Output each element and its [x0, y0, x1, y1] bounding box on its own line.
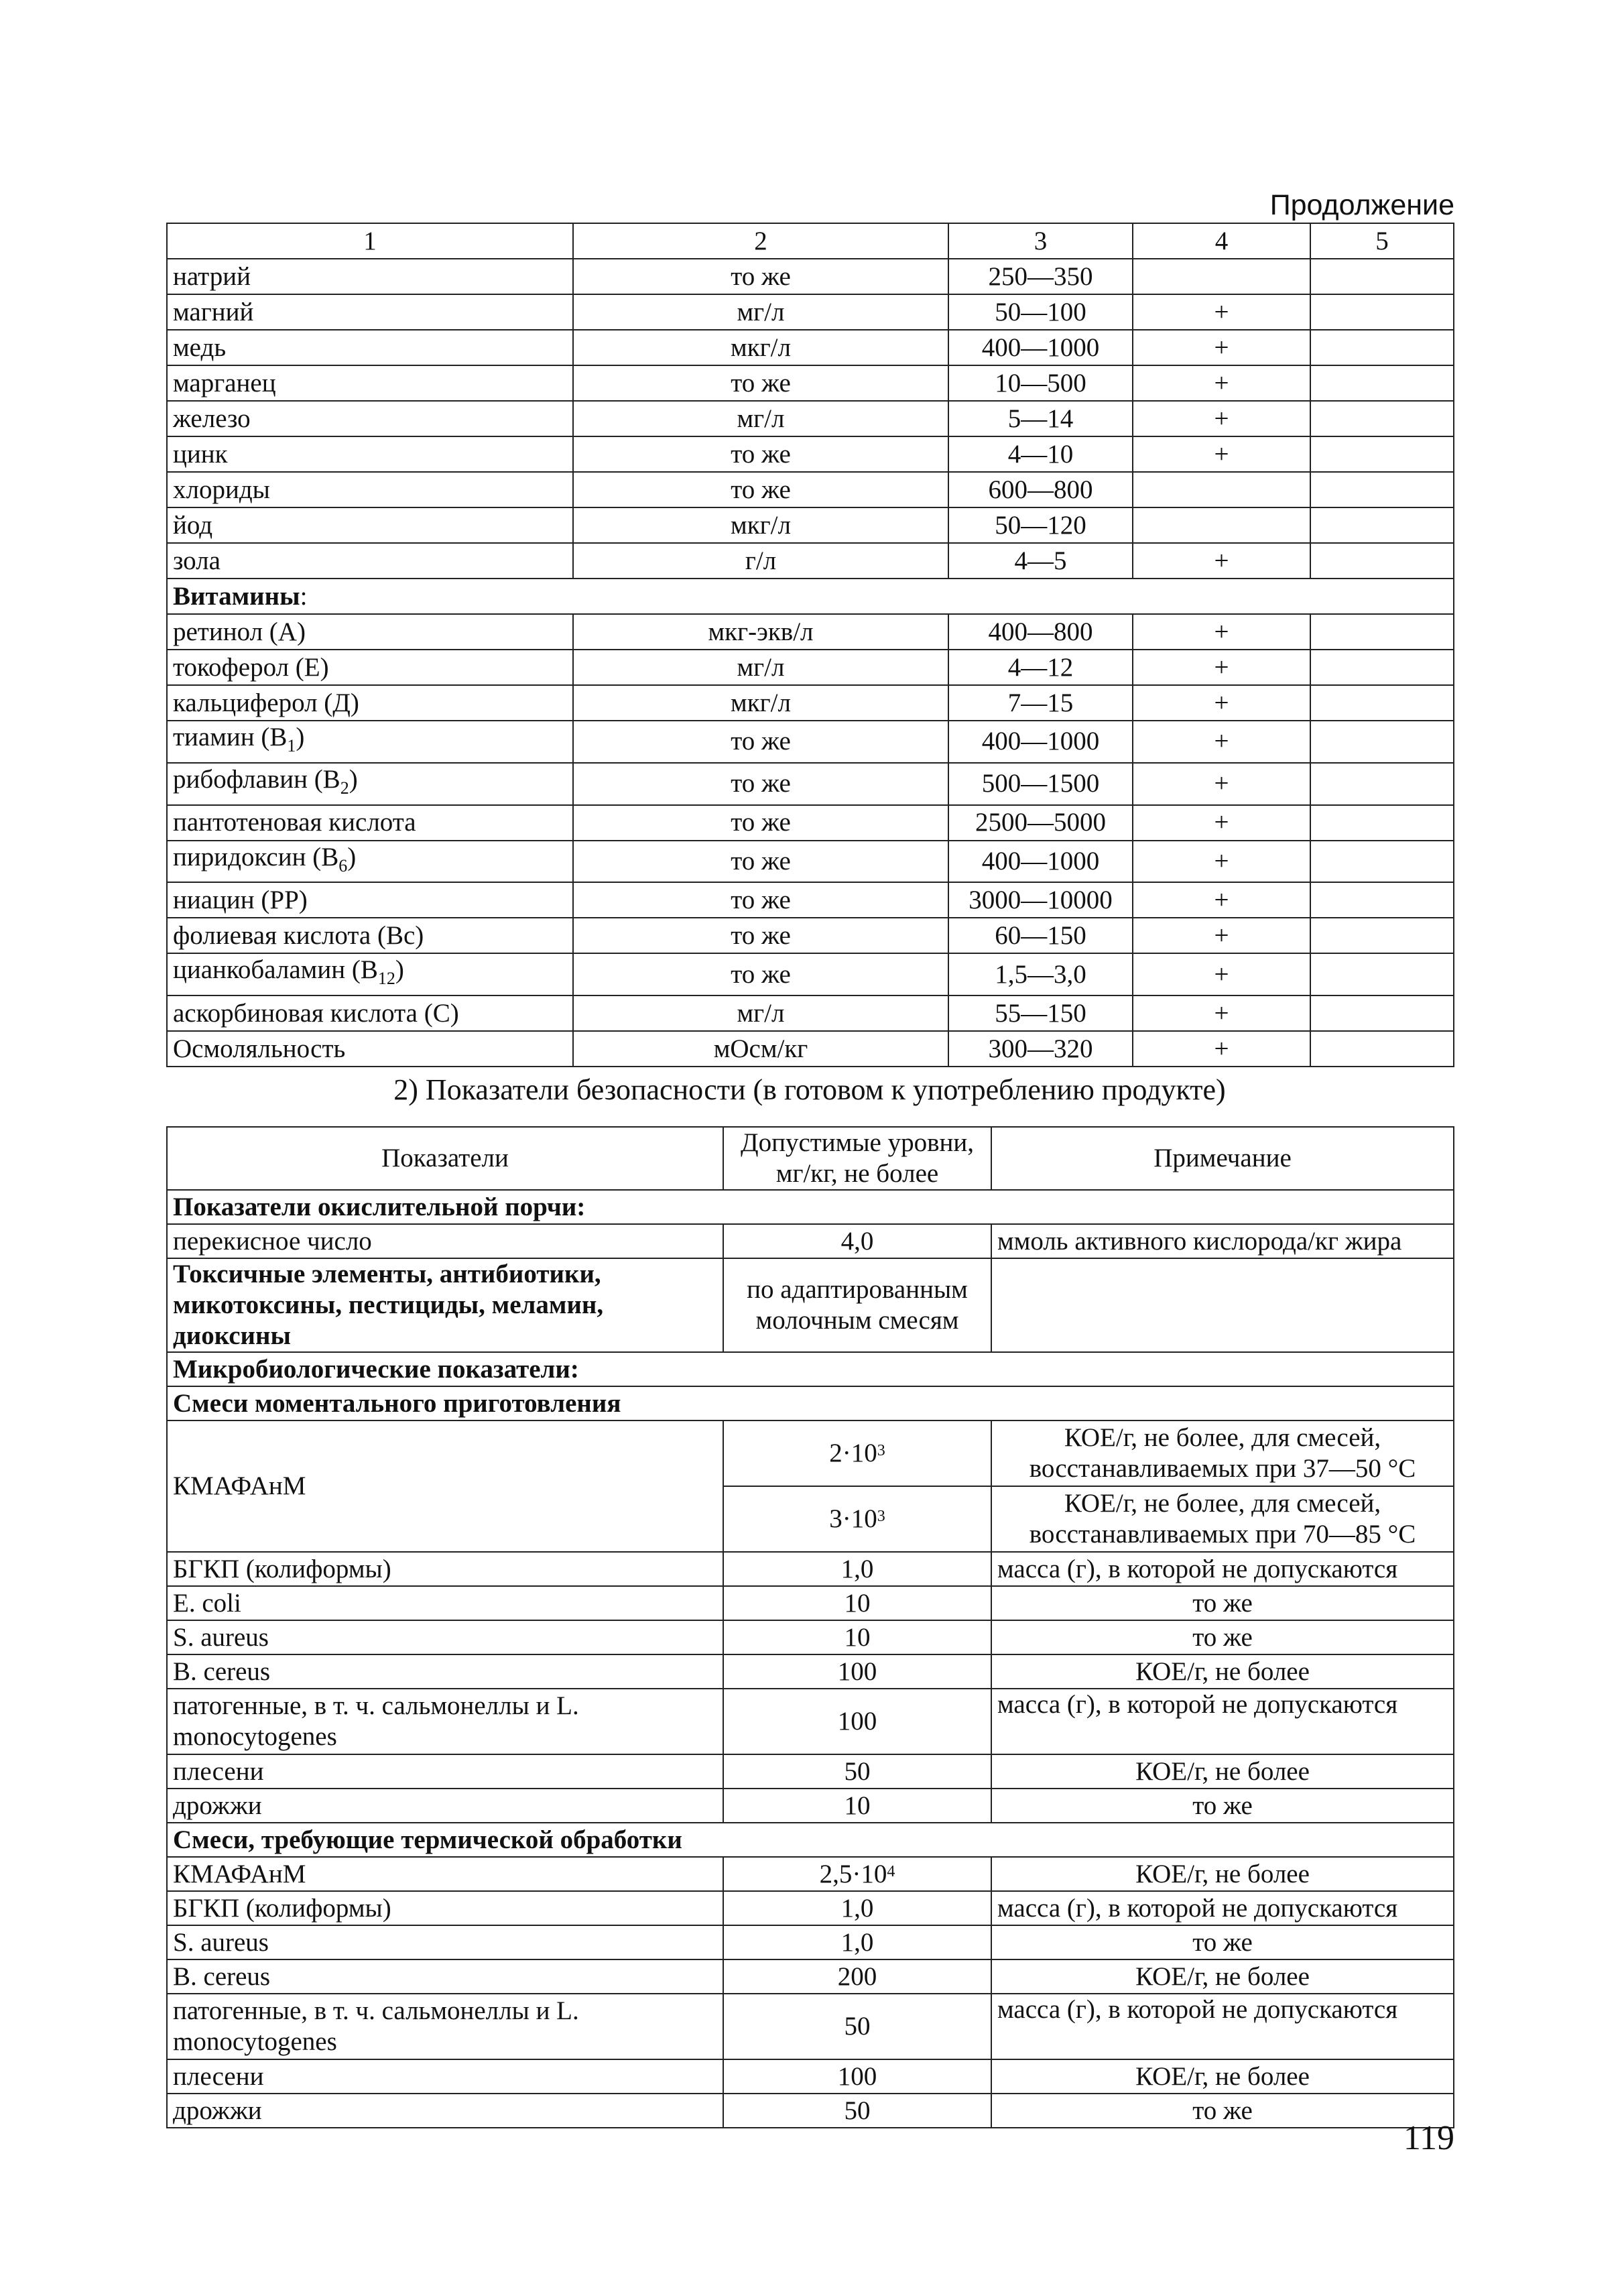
header-note: Примечание	[991, 1127, 1454, 1190]
safety-header-row	[167, 1127, 1454, 1190]
row-range: 5—14	[948, 401, 1133, 436]
row-unit: то же	[573, 918, 948, 953]
row-range: 500—1500	[948, 763, 1133, 805]
row-mark: +	[1133, 330, 1310, 365]
value-exponent: 4	[887, 1862, 895, 1880]
row-value: 1,0	[723, 1552, 991, 1586]
row-name: йод	[167, 507, 573, 543]
row-name	[167, 763, 573, 805]
row-unit: мОсм/кг	[573, 1031, 948, 1067]
table-row	[167, 2094, 1454, 2128]
row-unit: то же	[573, 436, 948, 472]
row-note: ммоль активного кислорода/кг жира	[991, 1224, 1454, 1258]
row-mark: +	[1133, 1031, 1310, 1067]
row-unit: то же	[573, 841, 948, 883]
table-row	[167, 650, 1454, 685]
row-unit: мг/л	[573, 294, 948, 330]
row-mark: +	[1133, 294, 1310, 330]
row-range: 3000—10000	[948, 882, 1133, 918]
table-row	[167, 1654, 1454, 1689]
row-range: 7—15	[948, 685, 1133, 721]
row-mark: +	[1133, 882, 1310, 918]
row-extra	[1310, 472, 1454, 507]
row-extra	[1310, 507, 1454, 543]
row-name: натрий	[167, 259, 573, 294]
row-unit: то же	[573, 365, 948, 401]
row-value: 100	[723, 1654, 991, 1689]
row-value	[723, 1857, 991, 1891]
value-base: 3·10	[829, 1504, 877, 1533]
group-row	[167, 1352, 1454, 1386]
row-name: ниацин (PP)	[167, 882, 573, 918]
row-range: 50—100	[948, 294, 1133, 330]
row-extra	[1310, 763, 1454, 805]
col-header-1: 1	[167, 223, 573, 259]
name-tail: )	[395, 955, 404, 985]
table-row	[167, 614, 1454, 650]
row-range: 4—12	[948, 650, 1133, 685]
row-mark: +	[1133, 841, 1310, 883]
row-note: масса (г), в которой не допускаются	[991, 1891, 1454, 1925]
row-value: 1,0	[723, 1925, 991, 1959]
table-row	[167, 805, 1454, 841]
row-unit: то же	[573, 721, 948, 763]
table-row	[167, 841, 1454, 883]
row-value: 10	[723, 1620, 991, 1654]
row-note: то же	[991, 1620, 1454, 1654]
name-subscript: 12	[377, 969, 395, 989]
row-extra	[1310, 543, 1454, 579]
row-name	[167, 721, 573, 763]
table-row	[167, 882, 1454, 918]
group-micro: Микробиологические показатели:	[167, 1352, 1454, 1386]
group-row	[167, 1823, 1454, 1857]
row-note: масса (г), в которой не допускаются	[991, 1994, 1454, 2059]
table-row	[167, 543, 1454, 579]
row-unit: мкг/л	[573, 507, 948, 543]
row-note: КОЕ/г, не более	[991, 1654, 1454, 1689]
group-row	[167, 1386, 1454, 1421]
row-extra	[1310, 401, 1454, 436]
row-name: Токсичные элементы, антибиотики, микотоксины, пестициды, меламин, диоксины	[167, 1258, 723, 1352]
row-name: Осмоляльность	[167, 1031, 573, 1067]
row-name: S. aureus	[167, 1620, 723, 1654]
col-header-5: 5	[1310, 223, 1454, 259]
row-extra	[1310, 805, 1454, 841]
group-row	[167, 1190, 1454, 1224]
row-range: 10—500	[948, 365, 1133, 401]
row-mark: +	[1133, 685, 1310, 721]
row-extra	[1310, 330, 1454, 365]
row-unit: то же	[573, 882, 948, 918]
table-row	[167, 995, 1454, 1031]
row-mark: +	[1133, 995, 1310, 1031]
value-exponent: 3	[877, 1442, 885, 1459]
row-range: 400—800	[948, 614, 1133, 650]
vitamins-heading	[167, 579, 1454, 614]
row-note: КОЕ/г, не более	[991, 1754, 1454, 1789]
row-name: дрожжи	[167, 1789, 723, 1823]
row-name: КМАФАнМ	[167, 1857, 723, 1891]
row-extra	[1310, 841, 1454, 883]
row-value: по адаптированным молочным смесям	[723, 1258, 991, 1352]
row-unit: мкг-экв/л	[573, 614, 948, 650]
row-unit: мкг/л	[573, 685, 948, 721]
row-value: 50	[723, 1994, 991, 2059]
row-name: перекисное число	[167, 1224, 723, 1258]
row-name: S. aureus	[167, 1925, 723, 1959]
row-unit: то же	[573, 763, 948, 805]
name-subscript: 1	[287, 735, 296, 756]
row-unit: мг/л	[573, 401, 948, 436]
kmafanm-note-1: КОЕ/г, не более, для смесей, восстанавливаемых при 37—50 °С	[991, 1421, 1454, 1486]
table-row	[167, 365, 1454, 401]
table-row	[167, 1258, 1454, 1352]
row-extra	[1310, 685, 1454, 721]
row-extra	[1310, 614, 1454, 650]
row-name: пантотеновая кислота	[167, 805, 573, 841]
vitamins-colon: :	[300, 581, 308, 611]
table-row	[167, 1789, 1454, 1823]
row-value: 4,0	[723, 1224, 991, 1258]
table-row	[167, 1891, 1454, 1925]
row-note: КОЕ/г, не более	[991, 1857, 1454, 1891]
row-name: B. cereus	[167, 1959, 723, 1994]
header-indicators: Показатели	[167, 1127, 723, 1190]
table-row	[167, 918, 1454, 953]
row-mark	[1133, 259, 1310, 294]
table-row	[167, 507, 1454, 543]
row-name: B. cereus	[167, 1654, 723, 1689]
nutrition-table	[166, 223, 1454, 1067]
group-heat: Смеси, требующие термической обработки	[167, 1823, 1454, 1857]
col-header-2: 2	[573, 223, 948, 259]
section-caption: 2) Показатели безопасности (в готовом к употреблению продукте)	[393, 1073, 1226, 1106]
row-unit: мг/л	[573, 650, 948, 685]
row-name: дрожжи	[167, 2094, 723, 2128]
table-row	[167, 1031, 1454, 1067]
row-name: аскорбиновая кислота (С)	[167, 995, 573, 1031]
table-row	[167, 1689, 1454, 1754]
col-header-4: 4	[1133, 223, 1310, 259]
row-mark: +	[1133, 805, 1310, 841]
row-name: медь	[167, 330, 573, 365]
row-mark: +	[1133, 401, 1310, 436]
row-name: БГКП (колиформы)	[167, 1552, 723, 1586]
row-value: 200	[723, 1959, 991, 1994]
value-base: 2·10	[829, 1439, 877, 1467]
row-note: масса (г), в которой не допускаются	[991, 1689, 1454, 1754]
row-unit: г/л	[573, 543, 948, 579]
row-extra	[1310, 953, 1454, 995]
row-extra	[1310, 436, 1454, 472]
table-row	[167, 1552, 1454, 1586]
continuation-label: Продолжение	[1269, 189, 1454, 221]
row-range: 4—5	[948, 543, 1133, 579]
name-text: цианкобаламин (B	[173, 955, 378, 985]
row-extra	[1310, 294, 1454, 330]
row-mark	[1133, 507, 1310, 543]
row-value: 1,0	[723, 1891, 991, 1925]
table-row	[167, 436, 1454, 472]
table-row	[167, 1586, 1454, 1620]
column-number-row	[167, 223, 1454, 259]
table-row	[167, 1224, 1454, 1258]
table-row	[167, 472, 1454, 507]
row-name: патогенные, в т. ч. сальмонеллы и L. monocytogenes	[167, 1994, 723, 2059]
table-row	[167, 953, 1454, 995]
name-tail: )	[349, 764, 358, 794]
row-note	[991, 1258, 1454, 1352]
row-range: 55—150	[948, 995, 1133, 1031]
row-note: то же	[991, 1789, 1454, 1823]
page-number: 119	[1403, 2119, 1454, 2157]
row-mark: +	[1133, 650, 1310, 685]
table-row	[167, 294, 1454, 330]
row-name: БГКП (колиформы)	[167, 1891, 723, 1925]
row-name	[167, 953, 573, 995]
row-range: 600—800	[948, 472, 1133, 507]
table-row	[167, 259, 1454, 294]
name-tail: )	[296, 723, 305, 751]
col-header-3: 3	[948, 223, 1133, 259]
value-exponent: 3	[877, 1508, 885, 1525]
row-extra	[1310, 721, 1454, 763]
row-name: токоферол (Е)	[167, 650, 573, 685]
row-range: 2500—5000	[948, 805, 1133, 841]
row-mark: +	[1133, 365, 1310, 401]
table-row	[167, 1857, 1454, 1891]
table-row	[167, 721, 1454, 763]
row-unit: то же	[573, 953, 948, 995]
safety-table	[166, 1126, 1454, 2128]
row-name: фолиевая кислота (Вс)	[167, 918, 573, 953]
row-name: ретинол (А)	[167, 614, 573, 650]
row-range: 250—350	[948, 259, 1133, 294]
row-note: КОЕ/г, не более	[991, 1959, 1454, 1994]
table-row	[167, 1421, 1454, 1486]
row-mark	[1133, 472, 1310, 507]
row-unit: то же	[573, 805, 948, 841]
row-mark: +	[1133, 543, 1310, 579]
row-unit: то же	[573, 472, 948, 507]
kmafanm-note-2: КОЕ/г, не более, для смесей, восстанавливаемых при 70—85 °С	[991, 1486, 1454, 1552]
row-name	[167, 841, 573, 883]
row-name: патогенные, в т. ч. сальмонеллы и L. monocytogenes	[167, 1689, 723, 1754]
row-extra	[1310, 918, 1454, 953]
name-text: пиридоксин (B	[173, 842, 339, 871]
row-range: 1,5—3,0	[948, 953, 1133, 995]
table-row	[167, 401, 1454, 436]
row-range: 50—120	[948, 507, 1133, 543]
row-range: 400—1000	[948, 841, 1133, 883]
vitamins-heading-text: Витамины	[173, 581, 300, 611]
name-tail: )	[347, 842, 357, 871]
table-row	[167, 330, 1454, 365]
name-subscript: 2	[340, 778, 349, 798]
row-extra	[1310, 650, 1454, 685]
row-range: 300—320	[948, 1031, 1133, 1067]
kmafanm-name: КМАФАнМ	[167, 1421, 723, 1552]
group-instant: Смеси моментального приготовления	[167, 1386, 1454, 1421]
kmafanm-value-2	[723, 1486, 991, 1552]
row-name: хлориды	[167, 472, 573, 507]
row-extra	[1310, 259, 1454, 294]
row-note: то же	[991, 1925, 1454, 1959]
vitamins-heading-row	[167, 579, 1454, 614]
row-name: цинк	[167, 436, 573, 472]
row-name: плесени	[167, 2059, 723, 2094]
kmafanm-value-1	[723, 1421, 991, 1486]
row-extra	[1310, 1031, 1454, 1067]
row-value: 10	[723, 1586, 991, 1620]
row-value: 50	[723, 2094, 991, 2128]
row-range: 400—1000	[948, 330, 1133, 365]
row-mark: +	[1133, 436, 1310, 472]
table-row	[167, 2059, 1454, 2094]
header-levels: Допустимые уровни, мг/кг, не более	[723, 1127, 991, 1190]
row-extra	[1310, 365, 1454, 401]
row-mark: +	[1133, 763, 1310, 805]
value-base: 2,5·10	[819, 1859, 887, 1888]
table-row	[167, 1959, 1454, 1994]
row-name: плесени	[167, 1754, 723, 1789]
row-value: 100	[723, 1689, 991, 1754]
row-extra	[1310, 995, 1454, 1031]
table-row	[167, 685, 1454, 721]
name-subscript: 6	[338, 855, 348, 875]
row-note: масса (г), в которой не допускаются	[991, 1552, 1454, 1586]
table-row	[167, 1994, 1454, 2059]
table-row	[167, 1925, 1454, 1959]
row-mark: +	[1133, 614, 1310, 650]
row-name: железо	[167, 401, 573, 436]
row-range: 4—10	[948, 436, 1133, 472]
row-range: 400—1000	[948, 721, 1133, 763]
row-note: то же	[991, 2094, 1454, 2128]
table-row	[167, 1754, 1454, 1789]
row-extra	[1310, 882, 1454, 918]
row-name: E. coli	[167, 1586, 723, 1620]
row-value: 100	[723, 2059, 991, 2094]
row-name: зола	[167, 543, 573, 579]
row-value: 10	[723, 1789, 991, 1823]
group-oxidative: Показатели окислительной порчи:	[167, 1190, 1454, 1224]
row-note: КОЕ/г, не более	[991, 2059, 1454, 2094]
row-mark: +	[1133, 953, 1310, 995]
row-name: кальциферол (Д)	[167, 685, 573, 721]
row-name: магний	[167, 294, 573, 330]
row-range: 60—150	[948, 918, 1133, 953]
table-row	[167, 1620, 1454, 1654]
row-name: марганец	[167, 365, 573, 401]
row-value: 50	[723, 1754, 991, 1789]
row-mark: +	[1133, 918, 1310, 953]
row-unit: мг/л	[573, 995, 948, 1031]
row-mark: +	[1133, 721, 1310, 763]
table-row	[167, 763, 1454, 805]
row-unit: то же	[573, 259, 948, 294]
name-text: тиамин (B	[173, 723, 288, 751]
name-text: рибофлавин (B	[173, 764, 340, 794]
row-unit: мкг/л	[573, 330, 948, 365]
row-note: то же	[991, 1586, 1454, 1620]
